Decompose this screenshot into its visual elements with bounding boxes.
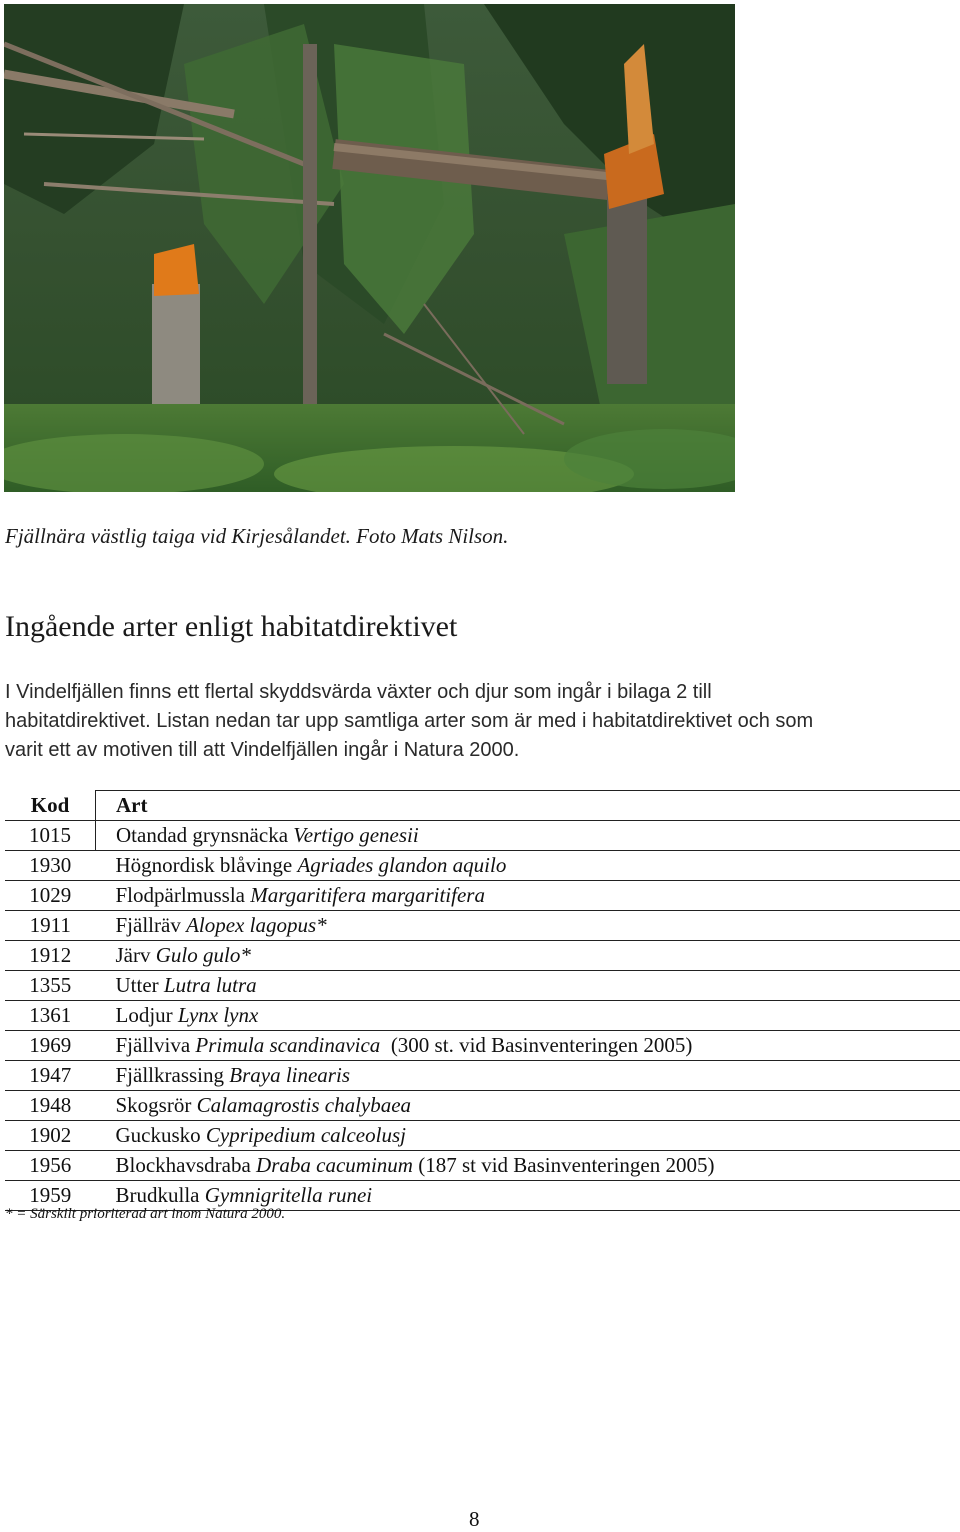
table-row — [5, 1031, 960, 1061]
common-name: Guckusko — [115, 1123, 206, 1147]
intro-paragraph — [5, 678, 950, 765]
scientific-name: Primula scandinavica — [195, 1033, 381, 1057]
common-name: Blockhavsdraba — [115, 1153, 257, 1177]
page-number: 8 — [469, 1507, 480, 1531]
species-code: 1956 — [5, 1151, 96, 1181]
section-heading: Ingående arter enligt habitatdirektivet — [5, 610, 458, 643]
common-name: Fjällräv — [115, 913, 187, 937]
species-code: 1902 — [5, 1121, 96, 1151]
species-name — [96, 1031, 960, 1061]
species-note: (187 st vid Basinventeringen 2005) — [412, 1153, 715, 1177]
forest-photo — [4, 4, 735, 492]
table-header-row — [5, 791, 960, 821]
scientific-name: Draba cacuminum — [256, 1153, 413, 1177]
species-name — [96, 911, 960, 941]
species-code: 1912 — [5, 941, 96, 971]
species-code: 1947 — [5, 1061, 96, 1091]
species-code: 1969 — [5, 1031, 96, 1061]
footnote: * = Särskilt prioriterad art inom Natura 2000. — [5, 1206, 286, 1222]
species-code: 1029 — [5, 881, 96, 911]
common-name: Högnordisk blåvinge — [115, 853, 298, 877]
table-row — [5, 821, 960, 851]
species-name — [96, 1151, 960, 1181]
common-name: Flodpärlmussla — [115, 883, 251, 907]
species-name — [96, 971, 960, 1001]
column-header-art: Art — [96, 791, 960, 821]
table-row — [5, 1121, 960, 1151]
scientific-name: Gulo gulo* — [155, 943, 251, 967]
scientific-name: Braya linearis — [229, 1063, 350, 1087]
species-code: 1015 — [5, 821, 96, 851]
table-row — [5, 971, 960, 1001]
species-code: 1948 — [5, 1091, 96, 1121]
scientific-name: Alopex lagopus* — [186, 913, 327, 937]
species-code: 1911 — [5, 911, 96, 941]
table-row — [5, 911, 960, 941]
scientific-name: Cypripedium calceolusj — [205, 1123, 406, 1147]
species-name — [96, 1001, 960, 1031]
common-name: Brudkulla — [115, 1183, 205, 1207]
table-row — [5, 1061, 960, 1091]
scientific-name: Calamagrostis chalybaea — [196, 1093, 412, 1117]
common-name: Utter — [115, 973, 164, 997]
scientific-name: Gymnigritella runei — [204, 1183, 373, 1207]
scientific-name: Lynx lynx — [177, 1003, 259, 1027]
species-name — [96, 881, 960, 911]
table-row — [5, 851, 960, 881]
table-row — [5, 881, 960, 911]
table-row — [5, 1151, 960, 1181]
table-row — [5, 1091, 960, 1121]
species-name — [96, 851, 960, 881]
common-name: Fjällkrassing — [115, 1063, 230, 1087]
intro-line: habitatdirektivet. Listan nedan tar upp samtliga arter som är med i habitatdirektivet och som — [5, 710, 814, 732]
scientific-name: Agriades glandon aquilo — [297, 853, 507, 877]
common-name: Lodjur — [115, 1003, 178, 1027]
species-name — [96, 941, 960, 971]
species-table-body — [5, 821, 960, 1211]
common-name: Fjällviva — [115, 1033, 196, 1057]
species-code: 1355 — [5, 971, 96, 1001]
species-code: 1959 — [5, 1181, 96, 1211]
table-row — [5, 1001, 960, 1031]
common-name: Otandad grynsnäcka — [116, 823, 294, 847]
species-name — [96, 821, 960, 851]
photo-caption: Fjällnära västlig taiga vid Kirjesålandet. Foto Mats Nilson. — [5, 524, 509, 548]
common-name: Järv — [115, 943, 156, 967]
scientific-name: Lutra lutra — [163, 973, 257, 997]
intro-line: I Vindelfjällen finns ett flertal skyddsvärda växter och djur som ingår i bilaga 2 till — [5, 681, 712, 703]
species-code: 1361 — [5, 1001, 96, 1031]
scientific-name: Margaritifera margaritifera — [250, 883, 485, 907]
common-name: Skogsrör — [115, 1093, 197, 1117]
table-row — [5, 941, 960, 971]
intro-line: varit ett av motiven till att Vindelfjällen ingår i Natura 2000. — [5, 739, 520, 761]
scientific-name: Vertigo genesii — [293, 823, 419, 847]
species-note: (300 st. vid Basinventeringen 2005) — [380, 1033, 693, 1057]
species-name — [96, 1091, 960, 1121]
species-code: 1930 — [5, 851, 96, 881]
species-name — [96, 1121, 960, 1151]
species-table — [5, 790, 960, 1211]
species-name — [96, 1061, 960, 1091]
column-header-kod: Kod — [5, 791, 96, 821]
